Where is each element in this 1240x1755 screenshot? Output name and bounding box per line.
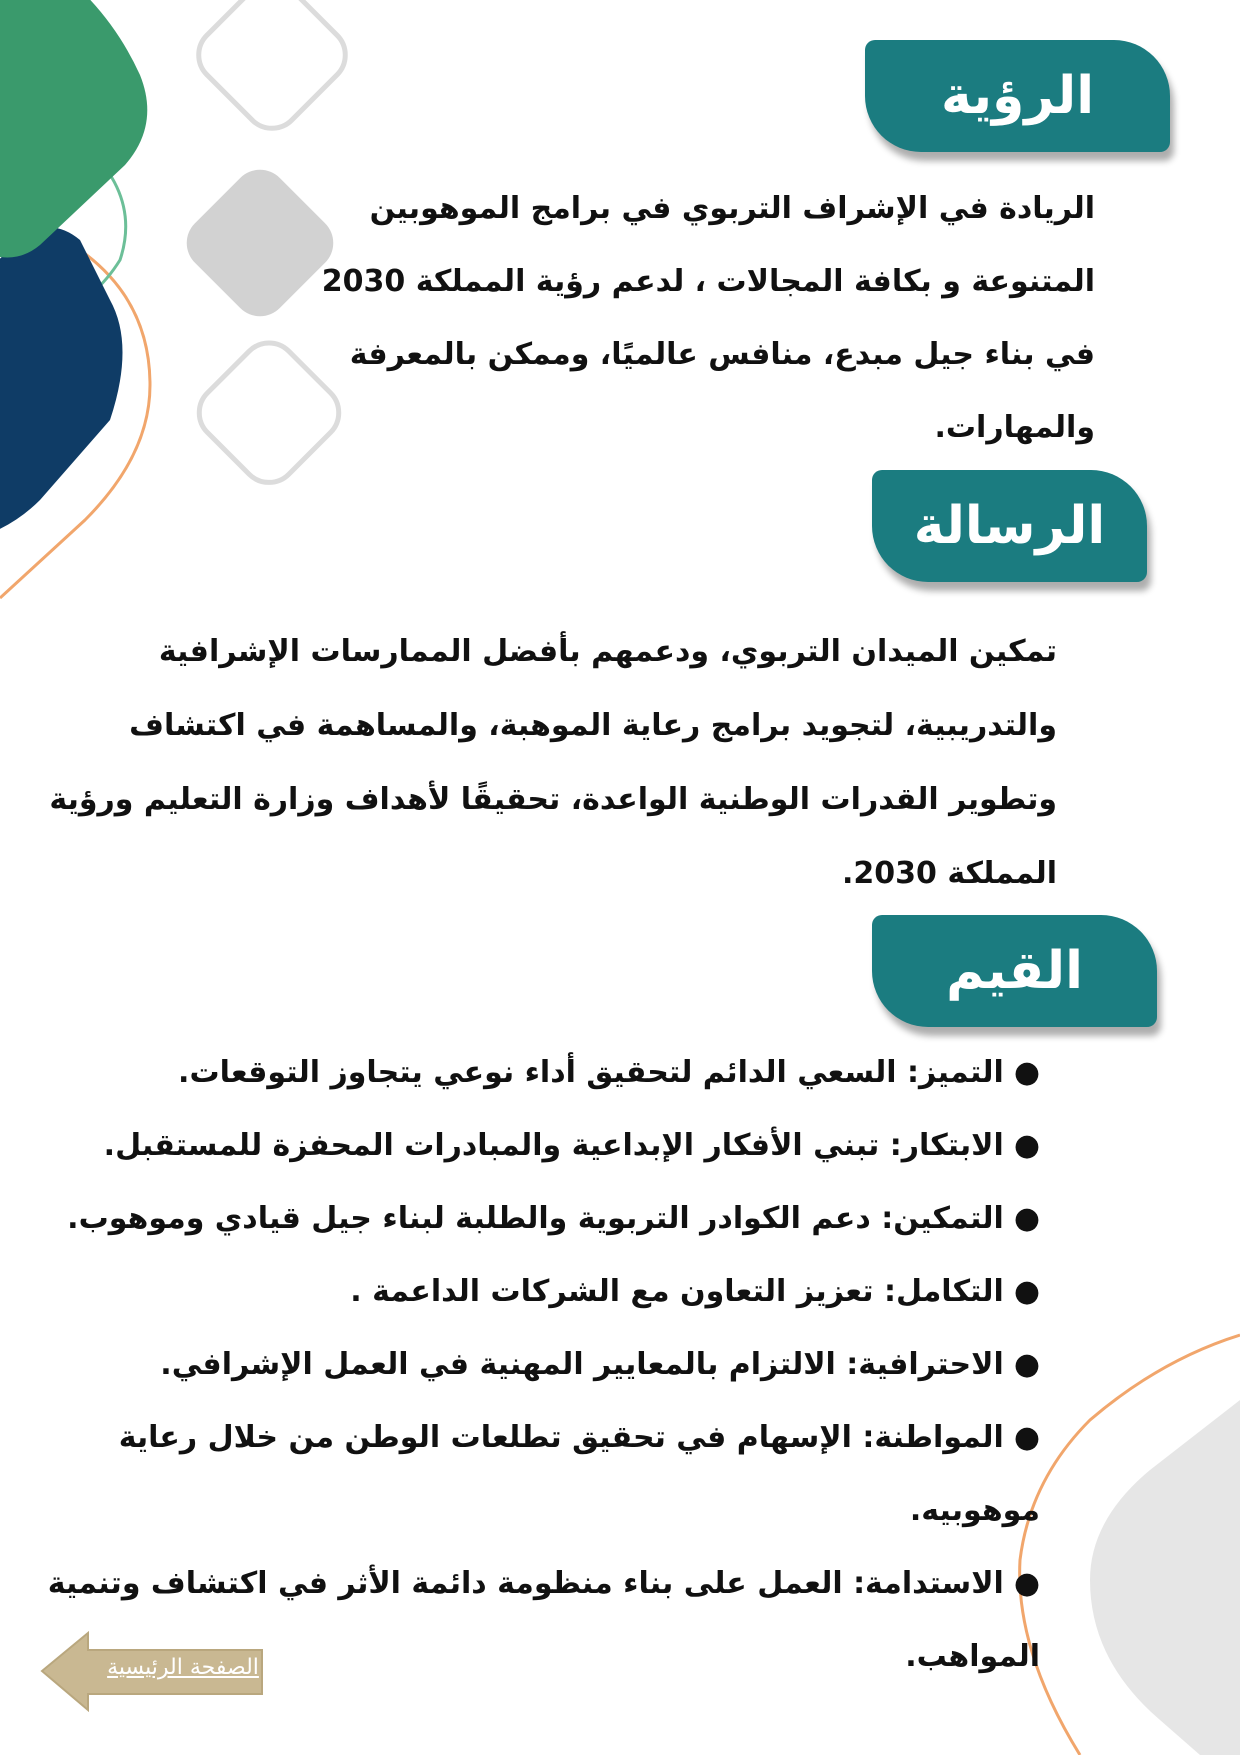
value-item xyxy=(48,1547,1040,1620)
mission-paragraph xyxy=(49,615,1057,911)
value-text: المواطنة: الإسهام في تحقيق تطلعات الوطن من خلال رعاية xyxy=(118,1420,1004,1455)
bullet-icon: ● xyxy=(1013,1274,1040,1309)
values-list xyxy=(48,1036,1040,1693)
values-banner xyxy=(872,915,1157,1027)
value-text: التكامل: تعزيز التعاون مع الشركات الداعمة . xyxy=(350,1274,1004,1309)
value-item xyxy=(48,1036,1040,1109)
value-text: موهوبيه. xyxy=(909,1493,1040,1528)
home-button-label[interactable]: الصفحة الرئيسية xyxy=(107,1655,259,1680)
vision-banner xyxy=(865,40,1170,152)
gray-outline-square-top xyxy=(187,0,357,140)
value-item-continuation xyxy=(48,1474,1040,1547)
values-title: القيم xyxy=(946,941,1083,1001)
value-text: الاستدامة: العمل على بناء منظومة دائمة الأثر في اكتشاف وتنمية xyxy=(47,1566,1004,1601)
bullet-icon: ● xyxy=(1013,1055,1040,1090)
vision-title: الرؤية xyxy=(940,66,1095,126)
mission-line: تمكين الميدان التربوي، ودعمهم بأفضل الممارسات الإشرافية xyxy=(158,634,1057,669)
value-item xyxy=(48,1401,1040,1474)
gray-shape-bottom-right xyxy=(1090,1400,1240,1755)
mission-line: المملكة 2030. xyxy=(841,856,1057,891)
vision-line: المتنوعة و بكافة المجالات ، لدعم رؤية المملكة 2030 xyxy=(321,264,1095,299)
mission-line: والتدريبية، لتجويد برامج رعاية الموهبة، والمساهمة في اكتشاف xyxy=(129,708,1057,743)
mission-title: الرسالة xyxy=(913,496,1106,556)
bullet-icon: ● xyxy=(1013,1420,1040,1455)
home-button[interactable] xyxy=(40,1630,268,1712)
bullet-icon: ● xyxy=(1013,1566,1040,1601)
mission-banner xyxy=(872,470,1147,582)
value-text: الابتكار: تبني الأفكار الإبداعية والمبادرات المحفزة للمستقبل. xyxy=(103,1128,1004,1163)
mission-line: وتطوير القدرات الوطنية الواعدة، تحقيقًا لأهداف وزارة التعليم ورؤية xyxy=(49,782,1057,817)
value-text: التمكين: دعم الكوادر التربوية والطلبة لبناء جيل قيادي وموهوب. xyxy=(67,1201,1004,1236)
vision-paragraph xyxy=(322,172,1095,464)
bullet-icon: ● xyxy=(1013,1201,1040,1236)
value-item xyxy=(48,1182,1040,1255)
value-item xyxy=(48,1328,1040,1401)
value-item xyxy=(48,1109,1040,1182)
value-item xyxy=(48,1255,1040,1328)
bullet-icon: ● xyxy=(1013,1128,1040,1163)
value-text: التميز: السعي الدائم لتحقيق أداء نوعي يتجاوز التوقعات. xyxy=(178,1055,1004,1090)
vision-line: والمهارات. xyxy=(934,410,1095,445)
gray-filled-square xyxy=(175,158,345,328)
value-text: المواهب. xyxy=(905,1639,1040,1674)
vision-line: في بناء جيل مبدع، منافس عالميًا، وممكن بالمعرفة xyxy=(349,337,1095,372)
vision-line: الريادة في الإشراف التربوي في برامج الموهوبين xyxy=(369,191,1095,226)
value-text: الاحترافية: الالتزام بالمعايير المهنية في العمل الإشرافي. xyxy=(160,1347,1004,1382)
bullet-icon: ● xyxy=(1013,1347,1040,1382)
